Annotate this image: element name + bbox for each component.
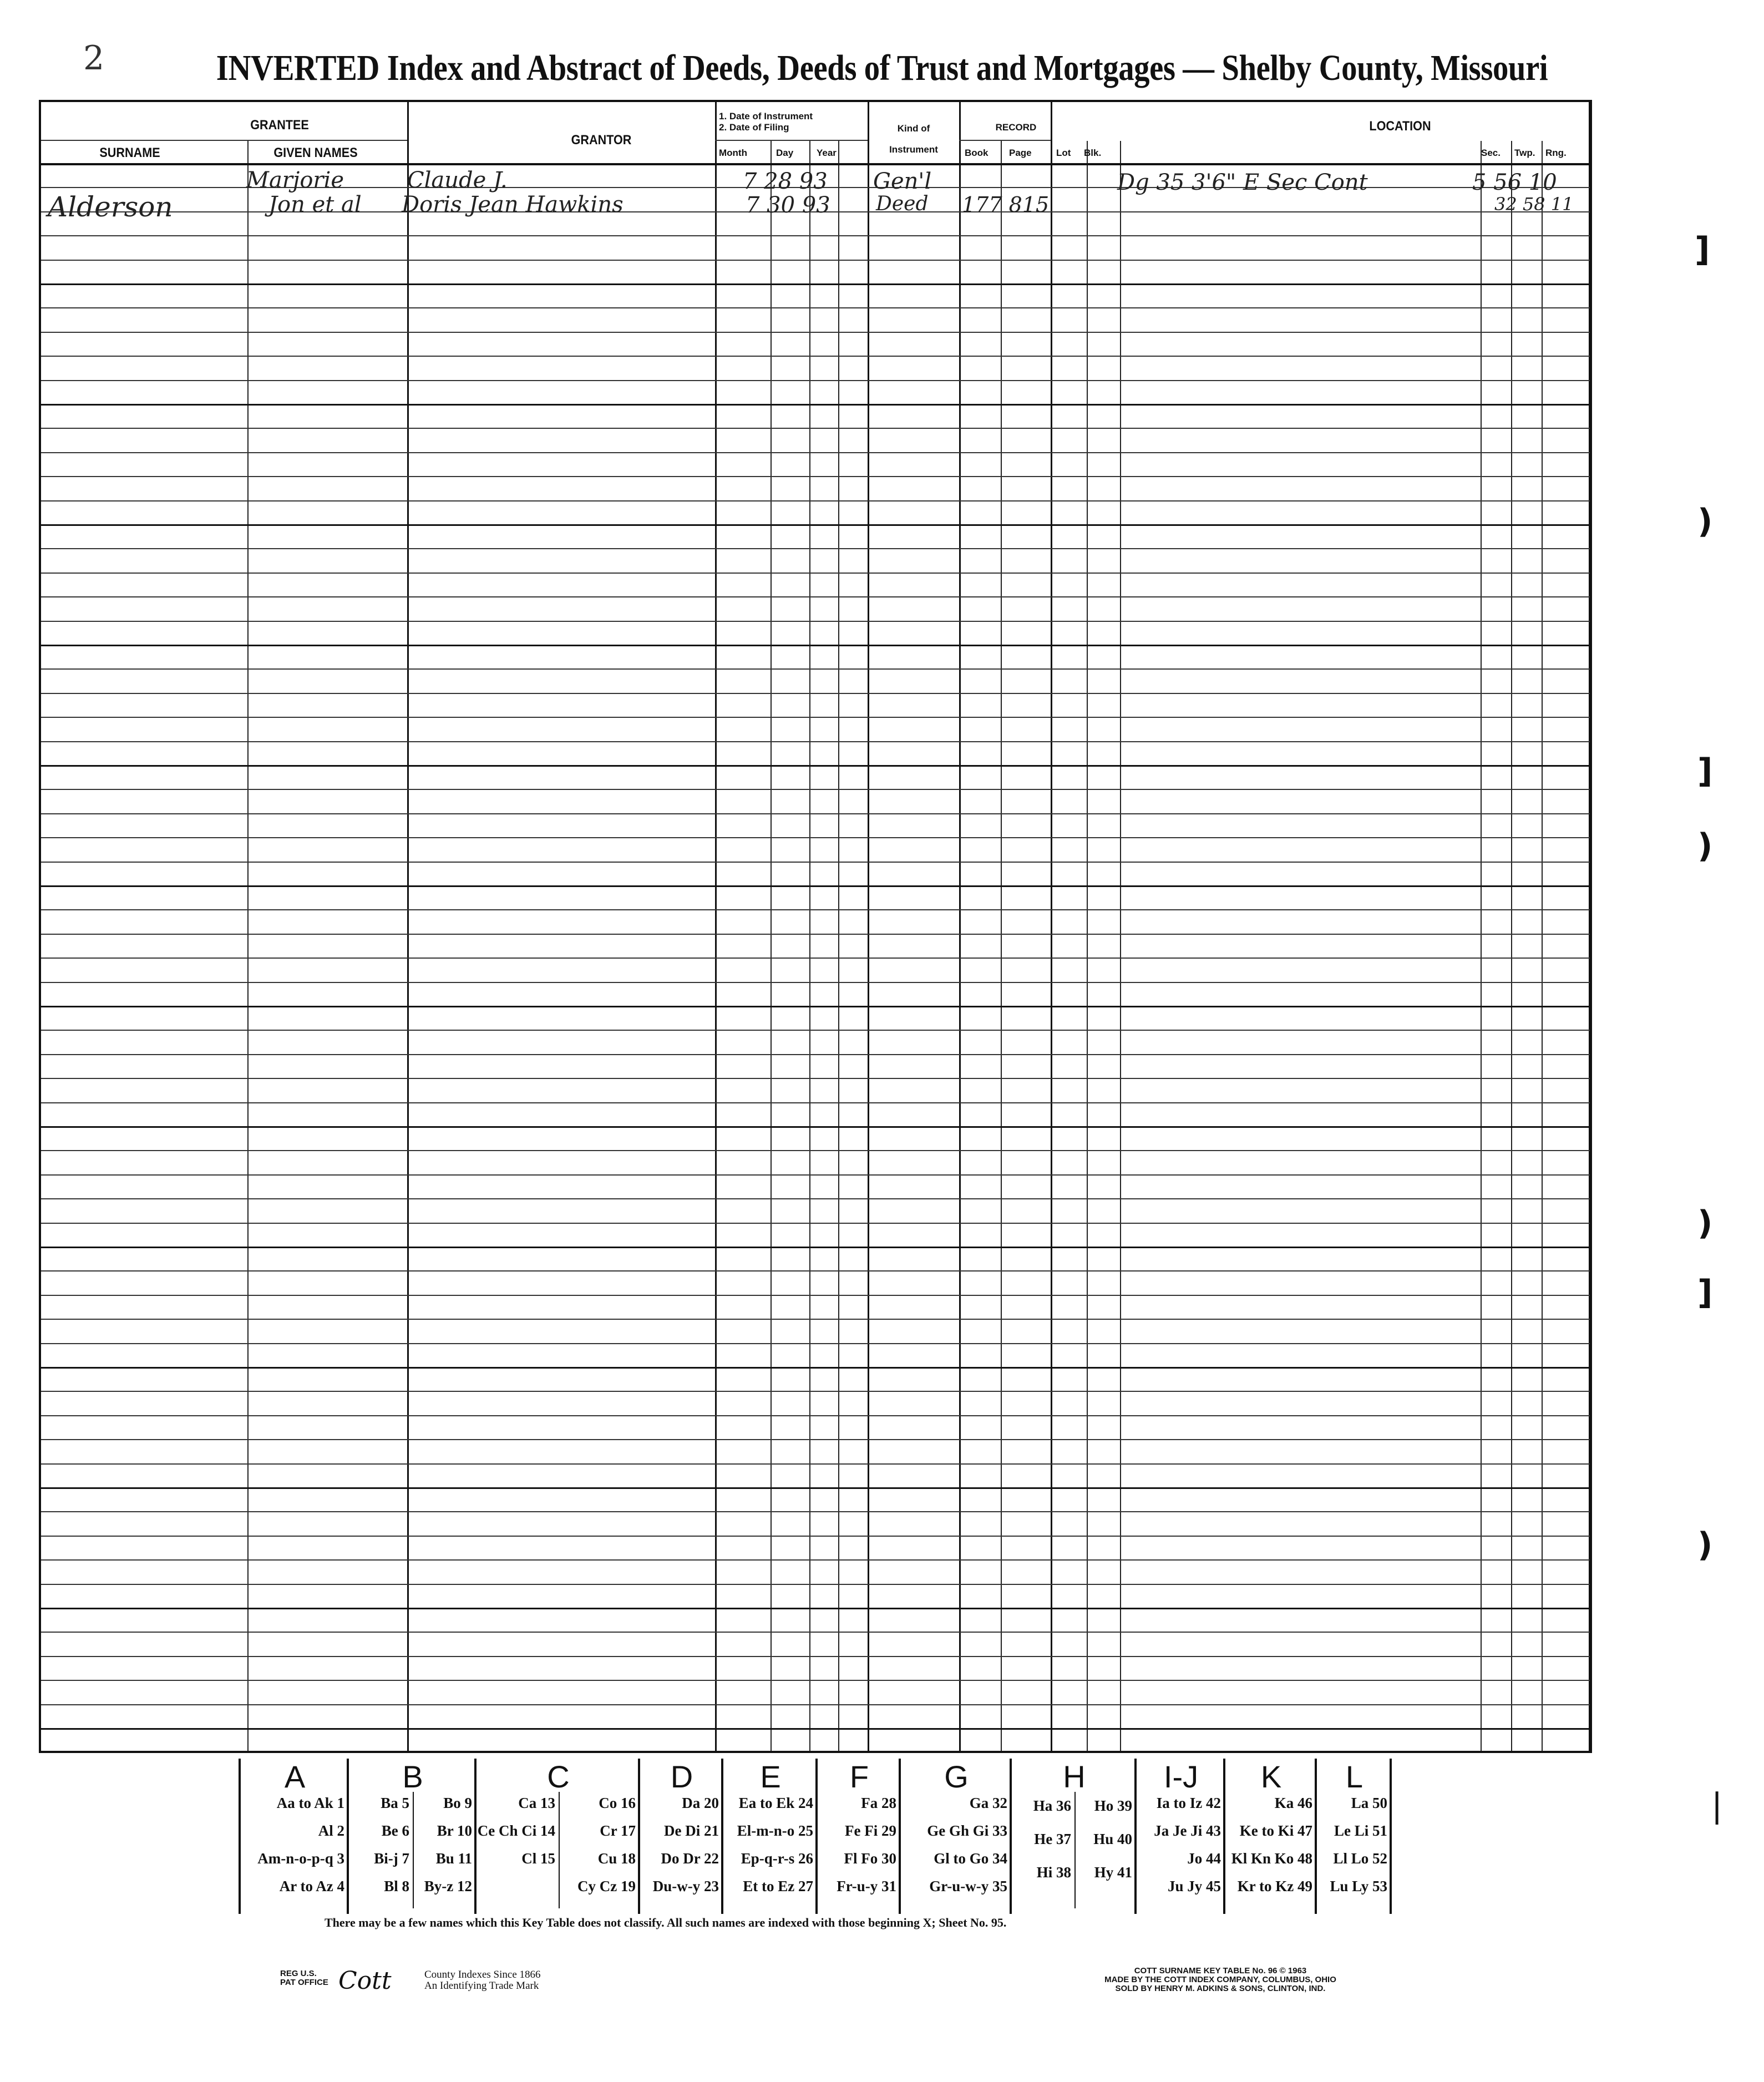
- ledger-row-rule: [41, 476, 1590, 477]
- key-letter: B: [402, 1759, 423, 1794]
- ledger-row-rule: [41, 283, 1590, 285]
- key-cell: Ja Je Ji 43: [1154, 1822, 1221, 1839]
- key-cell: Hy 41: [1094, 1864, 1132, 1881]
- ledger-row-rule: [41, 982, 1590, 983]
- entry-kind-bottom: Deed: [876, 193, 929, 215]
- column-divider: [959, 102, 961, 1751]
- ledger-row-rule: [41, 356, 1590, 357]
- key-cell: Ju Jy 45: [1167, 1878, 1221, 1894]
- key-cell: Cy Cz 19: [577, 1878, 636, 1894]
- ledger-row-rule: [41, 307, 1590, 308]
- ledger-row-rule: [41, 1247, 1590, 1248]
- ledger-row-rule: [41, 1270, 1590, 1272]
- ledger-row-rule: [41, 717, 1590, 718]
- publisher-line-2: MADE BY THE COTT INDEX COMPANY, COLUMBUS, OHIO: [1104, 1975, 1336, 1984]
- ledger-row-rule: [41, 862, 1590, 863]
- surname-header: SURNAME: [99, 145, 160, 160]
- tab-mark-5: ): [1697, 1204, 1713, 1243]
- tab-mark-6: ]: [1697, 1273, 1713, 1312]
- key-letter: H: [1063, 1759, 1086, 1794]
- key-cell: Jo 44: [1187, 1850, 1221, 1867]
- key-inner-divider: [1074, 1792, 1076, 1908]
- ledger-row-rule: [41, 1198, 1590, 1199]
- ledger-row-rule: [41, 1728, 1590, 1730]
- column-subdivider: [809, 141, 810, 1751]
- key-column-d: [638, 1759, 723, 1914]
- entry-location: Dg 35 3'6" E Sec Cont: [1117, 170, 1368, 195]
- column-divider: [715, 102, 717, 1751]
- entry-sec-twp-rng-top: 5 56 10: [1472, 170, 1557, 195]
- key-cell: Ke to Ki 47: [1239, 1822, 1312, 1839]
- record-header: RECORD: [995, 122, 1037, 133]
- key-letter: A: [284, 1759, 306, 1794]
- since-line-1: County Indexes Since 1866: [424, 1969, 541, 1980]
- key-inner-divider: [413, 1792, 414, 1908]
- entry-book-page: 177 815: [962, 193, 1050, 217]
- key-cell: Bu 11: [435, 1850, 472, 1867]
- key-cell: Ho 39: [1094, 1797, 1132, 1814]
- location-header: LOCATION: [1369, 119, 1431, 134]
- cott-trademark: Cott: [338, 1967, 392, 1995]
- month-header: Month: [719, 148, 747, 158]
- key-column-a: [239, 1759, 349, 1914]
- ledger-row-rule: [41, 1174, 1590, 1176]
- ledger-row-rule: [41, 1704, 1590, 1705]
- column-subdivider: [771, 141, 772, 1751]
- key-cell: Le Li 51: [1334, 1822, 1387, 1839]
- key-cell: Fe Fi 29: [845, 1822, 896, 1839]
- ledger-row-rule: [41, 1584, 1590, 1585]
- key-column-c: [474, 1759, 640, 1914]
- book-header: Book: [965, 148, 989, 158]
- key-cell: Kr to Kz 49: [1237, 1878, 1312, 1894]
- column-subdivider: [1511, 141, 1512, 1751]
- entry-grantor-top: Claude J.: [407, 168, 508, 193]
- page-title: INVERTED Index and Abstract of Deeds, Deeds of Trust and Mortgages — Shelby County, Missouri: [216, 48, 1548, 88]
- column-divider: [1589, 102, 1590, 1751]
- key-cell: Cu 18: [597, 1850, 636, 1867]
- ledger-row-rule: [41, 1536, 1590, 1537]
- key-cell: Be 6: [381, 1822, 409, 1839]
- tab-mark-7: ): [1697, 1526, 1713, 1564]
- ledger-row-rule: [41, 1319, 1590, 1320]
- key-cell: Du-w-y 23: [652, 1878, 719, 1894]
- column-subdivider: [1120, 141, 1121, 1751]
- ledger-row-rule: [41, 934, 1590, 935]
- key-letter: F: [849, 1759, 869, 1794]
- ledger-row-rule: [41, 1295, 1590, 1296]
- key-cell: Ba 5: [381, 1795, 409, 1811]
- key-cell: Bi-j 7: [374, 1850, 409, 1867]
- ledger-row-rule: [41, 1343, 1590, 1344]
- key-cell: Gr-u-w-y 35: [929, 1878, 1007, 1894]
- ledger-row-rule: [41, 741, 1590, 742]
- entry-date-instrument: 7 28 93: [743, 169, 828, 194]
- key-cell: Br 10: [437, 1822, 472, 1839]
- key-letter: C: [547, 1759, 570, 1794]
- publisher-line-3: SOLD BY HENRY M. ADKINS & SONS, CLINTON, IND.: [1115, 1984, 1326, 1993]
- key-cell: Cr 17: [600, 1822, 636, 1839]
- key-cell: Bo 9: [443, 1795, 472, 1811]
- ledger-row-rule: [41, 621, 1590, 622]
- ledger-row-rule: [41, 1006, 1590, 1007]
- entry-kind-top: Gen'l: [873, 169, 932, 194]
- key-letter: G: [944, 1759, 969, 1794]
- ledger-row-rule: [41, 1150, 1590, 1151]
- entry-given-bottom: Jon et al: [268, 192, 362, 217]
- key-cell: Ia to Iz 42: [1156, 1795, 1221, 1811]
- ledger-row-rule: [41, 668, 1590, 670]
- since-line-2: An Identifying Trade Mark: [424, 1980, 539, 1992]
- key-letter: D: [670, 1759, 693, 1794]
- entry-date-filing: 7 30 93: [746, 193, 830, 218]
- ledger-row-rule: [41, 1463, 1590, 1465]
- key-cell: Ka 46: [1274, 1795, 1312, 1811]
- key-cell: Fr-u-y 31: [837, 1878, 896, 1894]
- column-subdivider: [838, 141, 839, 1751]
- header-bottom-rule: [41, 163, 1590, 165]
- key-cell: Aa to Ak 1: [276, 1795, 344, 1811]
- entry-grantor-bottom: Doris Jean Hawkins: [402, 192, 624, 217]
- lot-header: Lot: [1056, 148, 1071, 158]
- ledger-row-rule: [41, 1078, 1590, 1079]
- key-column-f: [815, 1759, 901, 1914]
- ledger-row-rule: [41, 524, 1590, 526]
- key-inner-divider: [559, 1792, 560, 1908]
- column-divider: [407, 102, 409, 1751]
- ledger-row-rule: [41, 332, 1590, 333]
- ledger-row-rule: [41, 1415, 1590, 1416]
- key-column-k: [1223, 1759, 1317, 1914]
- column-subdivider: [1542, 141, 1543, 1751]
- column-subdivider: [1001, 141, 1002, 1751]
- ledger-row-rule: [41, 837, 1590, 838]
- ledger-row-rule: [41, 1126, 1590, 1128]
- key-cell: Cl 15: [521, 1850, 555, 1867]
- key-cell: Hi 38: [1036, 1864, 1071, 1881]
- key-cell: Bl 8: [384, 1878, 409, 1894]
- ledger-row-rule: [41, 885, 1590, 887]
- key-cell: He 37: [1034, 1831, 1071, 1847]
- key-cell: Ce Ch Ci 14: [477, 1822, 555, 1839]
- year-header: Year: [817, 148, 837, 158]
- key-table-note: There may be a few names which this Key Table does not classify. All such names are indexed with those beginning X; Sheet No. 95.: [325, 1916, 1007, 1929]
- key-cell: La 50: [1351, 1795, 1387, 1811]
- key-cell: Al 2: [318, 1822, 344, 1839]
- key-column-b: [347, 1759, 477, 1914]
- ledger-row-rule: [41, 260, 1590, 261]
- reg-pat-office: [280, 1969, 328, 1987]
- reg-line-2: PAT OFFICE: [280, 1978, 328, 1987]
- tab-mark-2: ): [1697, 502, 1713, 541]
- kind-header-line2: Instrument: [889, 144, 938, 155]
- key-cell: Do Dr 22: [661, 1850, 719, 1867]
- header-separator: [41, 140, 407, 141]
- tab-mark-3: ]: [1697, 752, 1713, 791]
- ledger-row-rule: [41, 693, 1590, 694]
- key-column-h: [1010, 1759, 1137, 1914]
- key-cell: Gl to Go 34: [934, 1850, 1007, 1867]
- key-cell: Hu 40: [1093, 1831, 1132, 1847]
- ledger-form: [39, 100, 1592, 1753]
- ledger-row-rule: [41, 1608, 1590, 1609]
- publisher-line-1: COTT SURNAME KEY TABLE No. 96 © 1963: [1134, 1966, 1307, 1975]
- key-cell: Ar to Az 4: [279, 1878, 344, 1894]
- tab-mark-4: ): [1697, 827, 1713, 865]
- key-column-l: [1315, 1759, 1392, 1914]
- ledger-row-rule: [41, 428, 1590, 429]
- key-letter: I-J: [1163, 1759, 1199, 1794]
- column-subdivider: [1087, 141, 1088, 1751]
- ledger-row-rule: [41, 596, 1590, 597]
- key-cell: Am-n-o-p-q 3: [257, 1850, 344, 1867]
- surname-key-table: [239, 1759, 1392, 1914]
- ledger-row-rule: [41, 645, 1590, 646]
- ledger-row-rule: [41, 1559, 1590, 1561]
- ledger-row-rule: [41, 1439, 1590, 1440]
- key-cell: Ll Lo 52: [1333, 1850, 1387, 1867]
- day-header: Day: [776, 148, 794, 158]
- entry-surname: Alderson: [48, 191, 173, 223]
- twp-header: Twp.: [1514, 148, 1535, 158]
- key-cell: Ep-q-r-s 26: [741, 1850, 813, 1867]
- ledger-row-rule: [41, 1511, 1590, 1512]
- ledger-row-rule: [41, 813, 1590, 814]
- sec-header: Sec.: [1481, 148, 1501, 158]
- ledger-row-rule: [41, 909, 1590, 910]
- ledger-row-rule: [41, 404, 1590, 406]
- ledger-row-rule: [41, 1487, 1590, 1489]
- key-cell: De Di 21: [664, 1822, 719, 1839]
- key-cell: Da 20: [682, 1795, 719, 1811]
- ledger-row-rule: [41, 235, 1590, 236]
- ledger-row-rule: [41, 1054, 1590, 1055]
- blk-header: Blk.: [1084, 148, 1102, 158]
- column-subdivider: [1481, 141, 1482, 1751]
- date-filing-header: 2. Date of Filing: [719, 122, 789, 133]
- column-divider: [868, 102, 869, 1751]
- key-column-g: [899, 1759, 1012, 1914]
- publisher-credit: [1037, 1967, 1403, 1993]
- entry-sec-twp-rng-bottom: 32 58 11: [1494, 194, 1574, 215]
- given-names-header: GIVEN NAMES: [273, 145, 358, 160]
- ledger-row-rule: [41, 1632, 1590, 1633]
- key-cell: Lu Ly 53: [1330, 1878, 1387, 1894]
- ledger-row-rule: [41, 548, 1590, 549]
- key-cell: Kl Kn Ko 48: [1231, 1850, 1312, 1867]
- ledger-row-rule: [41, 1367, 1590, 1369]
- ledger-row-rule: [41, 1391, 1590, 1392]
- reg-line-1: REG U.S.: [280, 1969, 317, 1978]
- entry-given-top: Marjorie: [246, 168, 344, 193]
- tab-mark-8: |: [1711, 1786, 1723, 1825]
- key-cell: By-z 12: [424, 1878, 472, 1894]
- kind-header-line1: Kind of: [897, 123, 930, 134]
- date-instrument-header: 1. Date of Instrument: [719, 111, 813, 121]
- page-header: Page: [1009, 148, 1032, 158]
- key-cell: Ea to Ek 24: [738, 1795, 813, 1811]
- key-letter: E: [760, 1759, 781, 1794]
- rng-header: Rng.: [1545, 148, 1567, 158]
- key-cell: Fa 28: [861, 1795, 896, 1811]
- ledger-row-rule: [41, 1656, 1590, 1657]
- key-cell: Ca 13: [518, 1795, 555, 1811]
- county-indexes-since: [424, 1969, 541, 1992]
- key-cell: Fl Fo 30: [844, 1850, 896, 1867]
- key-cell: Ha 36: [1033, 1797, 1071, 1814]
- key-cell: El-m-n-o 25: [737, 1822, 813, 1839]
- key-column-i-j: [1134, 1759, 1225, 1914]
- tab-mark-1: ]: [1695, 230, 1710, 269]
- ledger-row-rule: [41, 1223, 1590, 1224]
- ledger-row-rule: [41, 789, 1590, 790]
- ledger-row-rule: [41, 573, 1590, 574]
- key-cell: Co 16: [599, 1795, 636, 1811]
- key-column-e: [721, 1759, 818, 1914]
- grantee-header: GRANTEE: [250, 118, 309, 133]
- page-corner-number: 2: [83, 39, 105, 78]
- ledger-row-rule: [41, 1030, 1590, 1031]
- column-divider: [1051, 102, 1052, 1751]
- ledger-row-rule: [41, 380, 1590, 381]
- grantor-header: GRANTOR: [571, 133, 632, 148]
- header-separator: [959, 140, 1051, 141]
- key-letter: K: [1260, 1759, 1282, 1794]
- column-subdivider: [247, 141, 249, 1751]
- key-cell: Et to Ez 27: [743, 1878, 813, 1894]
- ledger-row-rule: [41, 1102, 1590, 1103]
- key-table-end-rule: [1390, 1759, 1392, 1914]
- key-letter: L: [1345, 1759, 1363, 1794]
- ledger-row-rule: [41, 1680, 1590, 1681]
- ledger-row-rule: [41, 765, 1590, 767]
- ledger-row-rule: [41, 500, 1590, 501]
- key-cell: Ge Gh Gi 33: [927, 1822, 1007, 1839]
- ledger-row-rule: [41, 452, 1590, 453]
- ledger-row-rule: [41, 958, 1590, 959]
- key-cell: Ga 32: [969, 1795, 1007, 1811]
